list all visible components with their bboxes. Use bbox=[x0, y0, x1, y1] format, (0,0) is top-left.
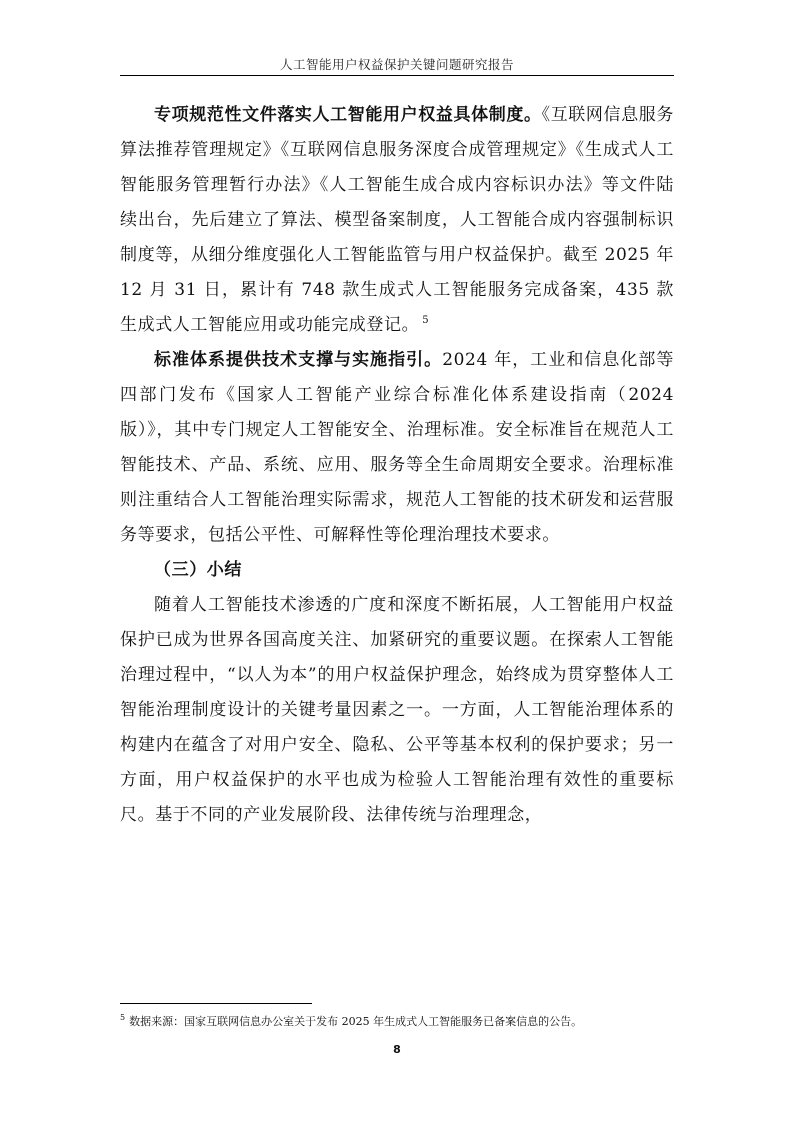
footnote-divider bbox=[120, 1003, 312, 1004]
footnote bbox=[120, 1014, 680, 1030]
page-number: 8 bbox=[393, 1043, 401, 1056]
paragraph-summary: 随着人工智能技术渗透的广度和深度不断拓展，人工智能用户权益保护已成为世界各国高度关注、加紧研究的重要议题。在探索人工智能治理过程中，“以人为本”的用户权益保护理念，始终成为贯穿整体人工智能治理制度设计的关键考量因素之一。一方面，人工智能治理体系的构建内在蕴含了对用户安全、隐私、公平等基本权利的保护要求；另一方面，用户权益保护的水平也成为检验人工智能治理有效性的重要标尺。基于不同的产业发展阶段、法律传统与治理理念， bbox=[120, 595, 674, 825]
paragraph-text: 《互联网信息服务算法推荐管理规定》《互联网信息服务深度合成管理规定》《生成式人工智能服务管理暂行办法》《人工智能生成合成内容标识办法》等文件陆续出台，先后建立了算法、模型备案制度，人工智能合成内容强制标识制度等，从细分维度强化人工智能监管与用户权益保护。截至 2025 年 12 月 31 日，累计有 748 款生成式人工智能服务完成备案，435 款生成式人工智能应用或功能完成登记。 bbox=[120, 105, 674, 335]
footnote-mark: 5 bbox=[120, 1013, 126, 1023]
section-heading: （三）小结 bbox=[154, 560, 242, 580]
body-text bbox=[120, 98, 674, 833]
paragraph-standards-system bbox=[120, 343, 674, 553]
paragraph-text: 2024 年，工业和信息化部等四部门发布《国家人工智能产业综合标准化体系建设指南（2024 版）》，其中专门规定人工智能安全、治理标准。安全标准旨在规范人工智能技术、产品、系统、应用、服务等全生命周期安全要求。治理标准则注重结合人工智能治理实际需求，规范人工智能的技术研发和运营服务等要求，包括公平性、可解释性等伦理治理技术要求。 bbox=[120, 350, 674, 545]
running-header: 人工智能用户权益保护关键问题研究报告 bbox=[279, 57, 514, 72]
header-divider bbox=[120, 75, 674, 76]
paragraph-lead: 专项规范性文件落实人工智能用户权益具体制度。 bbox=[154, 105, 542, 125]
footnote-text: 数据来源：国家互联网信息办公室关于发布 2025 年生成式人工智能服务已备案信息的公告。 bbox=[129, 1015, 583, 1028]
paragraph-lead: 标准体系提供技术支撑与实施指引。 bbox=[154, 350, 443, 370]
paragraph-special-regulations bbox=[120, 98, 674, 343]
footnote-reference: 5 bbox=[422, 315, 430, 327]
